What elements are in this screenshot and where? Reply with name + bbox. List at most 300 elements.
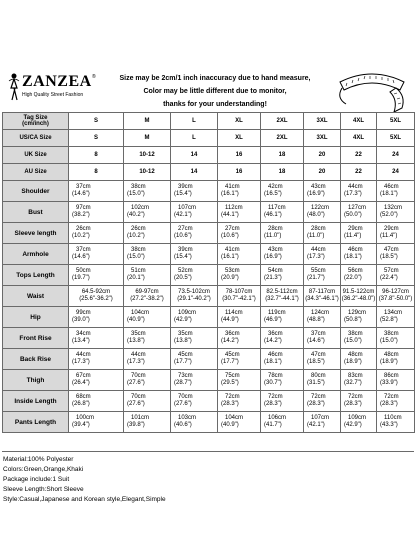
inch-value: (33.9"): [380, 380, 398, 386]
au-size-row: [3, 164, 415, 181]
measurement-cell: [69, 265, 124, 286]
colors-text: Colors:Green,Orange,Khaki: [3, 466, 84, 473]
measurement-cell: [124, 244, 171, 265]
tag-size-cell: 3XL: [304, 113, 341, 130]
measurement-cell: [341, 412, 377, 433]
cm-value: 106cm: [268, 415, 287, 421]
cm-value: 96-127cm: [382, 289, 409, 295]
measurement-label: Sleeve length: [3, 223, 69, 244]
uk-size-cell: 8: [69, 147, 124, 164]
measurement-cell: [261, 412, 304, 433]
measurement-cell: [218, 391, 261, 412]
cm-value: 35cm: [131, 331, 146, 337]
inch-value: (28.3"): [221, 401, 239, 407]
measurement-cell: [171, 307, 218, 328]
measurement-label: Thigh: [3, 370, 69, 391]
measurement-cell: [261, 223, 304, 244]
measurement-cell: [304, 412, 341, 433]
measurement-label: Inside Length: [3, 391, 69, 412]
measurement-label: Pants Length: [3, 412, 69, 433]
cm-value: 26cm: [131, 226, 146, 232]
inch-value: (42.9"): [174, 317, 192, 323]
size-chart-table: [2, 112, 415, 433]
measurement-cell: [341, 244, 377, 265]
inch-value: (52.0"): [380, 212, 398, 218]
cm-value: 53cm: [225, 268, 240, 274]
measurement-row: [3, 181, 415, 202]
measurement-cell: [69, 370, 124, 391]
measurement-cell: [124, 286, 171, 307]
cm-value: 73cm: [178, 373, 193, 379]
measurement-cell: [69, 391, 124, 412]
uk-size-cell: 14: [171, 147, 218, 164]
cm-value: 28cm: [268, 226, 283, 232]
measurement-cell: [124, 370, 171, 391]
measurement-cell: [124, 223, 171, 244]
inch-value: (42.1"): [174, 212, 192, 218]
inch-value: (17.7"): [174, 359, 192, 365]
us-size-cell: S: [69, 130, 124, 147]
cm-value: 127cm: [348, 205, 367, 211]
notice-line-2: Color may be little different due to monitor,: [143, 88, 287, 95]
cm-value: 26cm: [76, 226, 91, 232]
inch-value: (48.0"): [307, 212, 325, 218]
inch-value: (27.6"): [174, 401, 192, 407]
cm-value: 72cm: [348, 394, 363, 400]
inch-value: (34.3"-46.1"): [305, 296, 339, 302]
measurement-cell: [341, 265, 377, 286]
inch-value: (30.7"): [264, 380, 282, 386]
measurement-row: [3, 370, 415, 391]
cm-value: 114cm: [225, 310, 243, 316]
au-size-label: AU Size: [3, 164, 69, 181]
inch-value: (18.1"): [380, 191, 398, 197]
material-text: Material:100% Polyester: [3, 456, 74, 463]
measurement-label: Back Rise: [3, 349, 69, 370]
cm-value: 72cm: [225, 394, 240, 400]
cm-value: 80cm: [311, 373, 326, 379]
measurement-row: [3, 391, 415, 412]
inch-value: (27.6"): [127, 401, 145, 407]
inch-value: (27.6"): [127, 380, 145, 386]
tag-size-row: [3, 113, 415, 130]
cm-value: 46cm: [384, 184, 399, 190]
measurement-cell: [304, 349, 341, 370]
measurement-cell: [341, 349, 377, 370]
measurement-label: Bust: [3, 202, 69, 223]
cm-value: 78-107cm: [225, 289, 253, 295]
cm-value: 124cm: [311, 310, 330, 316]
inch-value: (44.9"): [221, 317, 239, 323]
cm-value: 36cm: [268, 331, 283, 337]
cm-value: 78cm: [268, 373, 283, 379]
measurement-cell: [304, 202, 341, 223]
cm-value: 87-117cm: [308, 289, 336, 295]
inch-value: (17.3"): [127, 359, 145, 365]
measurement-row: [3, 307, 415, 328]
measurement-row: [3, 328, 415, 349]
inch-value: (26.4"): [72, 380, 90, 386]
inch-value: (30.7"-42.1"): [222, 296, 256, 302]
cm-value: 72cm: [384, 394, 399, 400]
measurement-row: [3, 286, 415, 307]
inch-value: (28.7"): [174, 380, 192, 386]
cm-value: 27cm: [225, 226, 240, 232]
measurement-cell: [304, 181, 341, 202]
measurement-cell: [261, 349, 304, 370]
cm-value: 48cm: [348, 352, 363, 358]
measurement-cell: [124, 202, 171, 223]
measurement-cell: [377, 307, 415, 328]
inch-value: (10.2"): [72, 233, 90, 239]
cm-value: 29cm: [348, 226, 363, 232]
tag-size-cell: XL: [218, 113, 261, 130]
measurement-cell: [124, 391, 171, 412]
measurement-cell: [304, 223, 341, 244]
au-size-cell: 10-12: [124, 164, 171, 181]
tag-size-cell: 5XL: [377, 113, 415, 130]
us-size-row: [3, 130, 415, 147]
inch-value: (32.7"): [344, 380, 362, 386]
measurement-cell: [341, 328, 377, 349]
inch-value: (31.5"): [307, 380, 325, 386]
uk-size-label: UK Size: [3, 147, 69, 164]
tag-size-unit: (cm/inch): [22, 121, 49, 127]
measurement-cell: [341, 370, 377, 391]
cm-value: 104cm: [131, 310, 150, 316]
inch-value: (11.4"): [380, 233, 398, 239]
cm-value: 42cm: [268, 184, 283, 190]
measurement-cell: [171, 370, 218, 391]
us-size-cell: L: [171, 130, 218, 147]
inch-value: (15.0"): [380, 338, 398, 344]
measurement-cell: [171, 286, 218, 307]
inch-value: (20.5"): [174, 275, 192, 281]
inch-value: (14.2"): [221, 338, 239, 344]
cm-value: 52cm: [178, 268, 193, 274]
inch-value: (21.3"): [264, 275, 282, 281]
inch-value: (39.0"): [72, 317, 90, 323]
measurement-cell: [69, 412, 124, 433]
measurement-cell: [261, 202, 304, 223]
cm-value: 44cm: [311, 247, 326, 253]
measurement-cell: [69, 286, 124, 307]
uk-size-cell: 10-12: [124, 147, 171, 164]
inch-value: (26.8"): [72, 401, 90, 407]
cm-value: 44cm: [348, 184, 363, 190]
measurement-cell: [69, 349, 124, 370]
measurement-cell: [341, 181, 377, 202]
cm-value: 46cm: [348, 247, 363, 253]
inch-value: (16.9"): [264, 254, 282, 260]
inch-value: (29.1"-40.2"): [177, 296, 211, 302]
inch-value: (15.4"): [174, 191, 192, 197]
cm-value: 38cm: [348, 331, 363, 337]
uk-size-cell: 22: [341, 147, 377, 164]
inch-value: (52.8"): [380, 317, 398, 323]
inch-value: (40.2"): [127, 212, 145, 218]
cm-value: 109cm: [348, 415, 367, 421]
inch-value: (13.8"): [174, 338, 192, 344]
tag-size-cell: 2XL: [261, 113, 304, 130]
measurement-cell: [124, 181, 171, 202]
cm-value: 38cm: [131, 184, 146, 190]
cm-value: 72cm: [268, 394, 283, 400]
cm-value: 82.5-112cm: [266, 289, 298, 295]
inch-value: (40.9"): [221, 422, 239, 428]
measurement-cell: [261, 265, 304, 286]
cm-value: 73.5-102cm: [178, 289, 210, 295]
measurement-row: [3, 244, 415, 265]
cm-value: 64.5-92cm: [81, 289, 111, 295]
cm-value: 109cm: [178, 310, 197, 316]
sleeve-text: Sleeve Length:Short Sleeve: [3, 486, 84, 493]
inch-value: (39.4"): [72, 422, 90, 428]
inch-value: (28.3"): [380, 401, 398, 407]
us-size-label: US/CA Size: [3, 130, 69, 147]
tag-size-label: [3, 113, 69, 130]
inch-value: (42.1"): [307, 422, 325, 428]
inch-value: (17.3"): [344, 191, 362, 197]
inch-value: (42.9"): [344, 422, 362, 428]
cm-value: 37cm: [76, 247, 91, 253]
cm-value: 39cm: [178, 184, 193, 190]
inch-value: (11.4"): [344, 233, 362, 239]
cm-value: 43cm: [268, 247, 283, 253]
measurement-cell: [261, 307, 304, 328]
inch-value: (16.9"): [307, 191, 325, 197]
measurement-cell: [304, 391, 341, 412]
cm-value: 37cm: [311, 331, 326, 337]
cm-value: 51cm: [131, 268, 146, 274]
inch-value: (15.0"): [127, 191, 145, 197]
notice-line-1: Size may be 2cm/1 inch inaccuracy due to hand measure,: [119, 75, 311, 82]
cm-value: 69-97cm: [135, 289, 159, 295]
measurement-cell: [69, 181, 124, 202]
inch-value: (18.1"): [264, 359, 282, 365]
measurement-cell: [124, 349, 171, 370]
au-size-cell: 18: [261, 164, 304, 181]
measurement-cell: [171, 412, 218, 433]
measurement-label: Hip: [3, 307, 69, 328]
measurement-cell: [377, 328, 415, 349]
cm-value: 41cm: [225, 247, 240, 253]
inch-value: (16.1"): [221, 191, 239, 197]
cm-value: 97cm: [76, 205, 91, 211]
cm-value: 44cm: [131, 352, 146, 358]
measurement-row: [3, 223, 415, 244]
inch-value: (18.9"): [380, 359, 398, 365]
measurement-cell: [261, 391, 304, 412]
inch-value: (18.9"): [344, 359, 362, 365]
measurement-cell: [304, 328, 341, 349]
au-size-cell: 14: [171, 164, 218, 181]
measurement-cell: [69, 202, 124, 223]
au-size-cell: 22: [341, 164, 377, 181]
cm-value: 38cm: [131, 247, 146, 253]
measurement-cell: [218, 349, 261, 370]
product-details: [3, 455, 413, 505]
measurement-cell: [341, 307, 377, 328]
cm-value: 43cm: [311, 184, 326, 190]
measurement-cell: [171, 265, 218, 286]
measurement-cell: [377, 370, 415, 391]
measurement-cell: [218, 223, 261, 244]
measurement-cell: [69, 244, 124, 265]
measurement-cell: [261, 286, 304, 307]
cm-value: 41cm: [225, 184, 240, 190]
inch-value: (28.3"): [344, 401, 362, 407]
cm-value: 46cm: [268, 352, 283, 358]
cm-value: 72cm: [311, 394, 326, 400]
inch-value: (27.2"-38.2"): [130, 296, 164, 302]
measurement-cell: [341, 202, 377, 223]
measurement-cell: [261, 370, 304, 391]
measurement-cell: [171, 391, 218, 412]
us-size-cell: 4XL: [341, 130, 377, 147]
cm-value: 83cm: [348, 373, 363, 379]
us-size-cell: 5XL: [377, 130, 415, 147]
inch-value: (19.7"): [72, 275, 90, 281]
measurement-cell: [304, 307, 341, 328]
inch-value: (25.6"-36.2"): [79, 296, 113, 302]
tag-size-cell: L: [171, 113, 218, 130]
measurement-cell: [341, 286, 377, 307]
fashion-figure-icon: [6, 72, 22, 102]
measurement-cell: [341, 223, 377, 244]
cm-value: 104cm: [225, 415, 244, 421]
cm-value: 110cm: [384, 415, 402, 421]
measurement-cell: [304, 370, 341, 391]
cm-value: 112cm: [225, 205, 243, 211]
measurement-cell: [171, 202, 218, 223]
measurement-cell: [261, 244, 304, 265]
measurement-cell: [377, 412, 415, 433]
cm-value: 70cm: [131, 373, 146, 379]
cm-value: 36cm: [225, 331, 240, 337]
measurement-cell: [218, 286, 261, 307]
measurement-label: Shoulder: [3, 181, 69, 202]
cm-value: 70cm: [178, 394, 193, 400]
inch-value: (40.9"): [127, 317, 145, 323]
inch-value: (50.0"): [344, 212, 362, 218]
uk-size-cell: 24: [377, 147, 415, 164]
uk-size-cell: 18: [261, 147, 304, 164]
measurement-cell: [218, 328, 261, 349]
us-size-cell: 3XL: [304, 130, 341, 147]
measurement-row: [3, 265, 415, 286]
measurement-cell: [69, 307, 124, 328]
measurement-cell: [377, 265, 415, 286]
measurement-cell: [69, 328, 124, 349]
inch-value: (18.1"): [344, 254, 362, 260]
inch-value: (36.2"-48.0"): [341, 296, 376, 302]
brand-name: ZANZEA: [22, 73, 92, 90]
notice-line-3: thanks for your understanding!: [163, 101, 267, 108]
measurement-cell: [171, 223, 218, 244]
cm-value: 54cm: [268, 268, 283, 274]
measurement-cell: [341, 391, 377, 412]
cm-value: 107cm: [178, 205, 197, 211]
inch-value: (15.0"): [127, 254, 145, 260]
inch-value: (15.0"): [344, 338, 362, 344]
inch-value: (17.3"): [72, 359, 90, 365]
cm-value: 67cm: [76, 373, 91, 379]
inch-value: (20.9"): [221, 275, 239, 281]
measurement-cell: [171, 349, 218, 370]
cm-value: 102cm: [131, 205, 150, 211]
cm-value: 100cm: [76, 415, 95, 421]
measurement-cell: [218, 202, 261, 223]
registered-mark: ®: [92, 74, 96, 80]
measurement-cell: [304, 265, 341, 286]
cm-value: 44cm: [76, 352, 91, 358]
uk-size-cell: 16: [218, 147, 261, 164]
tag-size-text: Tag Size: [23, 114, 48, 121]
inch-value: (21.7"): [307, 275, 325, 281]
cm-value: 132cm: [384, 205, 403, 211]
inch-value: (29.5"): [221, 380, 239, 386]
measurement-cell: [304, 286, 341, 307]
inch-value: (28.3"): [264, 401, 282, 407]
au-size-cell: 20: [304, 164, 341, 181]
inch-value: (10.6"): [174, 233, 192, 239]
uk-size-row: [3, 147, 415, 164]
inch-value: (15.4"): [174, 254, 192, 260]
cm-value: 57cm: [384, 268, 399, 274]
brand-logo: [6, 72, 101, 106]
inch-value: (37.8"-50.0"): [378, 296, 413, 302]
inch-value: (39.8"): [127, 422, 145, 428]
package-text: Package include:1 Suit: [3, 476, 70, 483]
measurement-cell: [377, 286, 415, 307]
measurement-cell: [377, 349, 415, 370]
cm-value: 27cm: [178, 226, 193, 232]
us-size-cell: XL: [218, 130, 261, 147]
measurement-cell: [124, 265, 171, 286]
cm-value: 35cm: [178, 331, 193, 337]
inch-value: (20.1"): [127, 275, 145, 281]
measurement-label: Waist: [3, 286, 69, 307]
au-size-cell: 8: [69, 164, 124, 181]
inch-value: (14.6"): [72, 191, 90, 197]
brand-tagline: High Quality Street Fashion: [22, 92, 84, 98]
measurement-cell: [377, 223, 415, 244]
measurement-cell: [377, 181, 415, 202]
inch-value: (48.8"): [307, 317, 325, 323]
measurement-cell: [218, 265, 261, 286]
measurement-row: [3, 349, 415, 370]
inch-value: (46.1"): [264, 212, 282, 218]
cm-value: 29cm: [384, 226, 399, 232]
cm-value: 45cm: [178, 352, 193, 358]
inch-value: (10.2"): [127, 233, 145, 239]
measurement-cell: [124, 328, 171, 349]
inch-value: (13.4"): [72, 338, 90, 344]
cm-value: 55cm: [311, 268, 326, 274]
cm-value: 39cm: [178, 247, 193, 253]
measurement-label: Tops Length: [3, 265, 69, 286]
measurement-cell: [69, 223, 124, 244]
measurement-cell: [377, 244, 415, 265]
tag-size-cell: M: [124, 113, 171, 130]
inch-value: (22.0"): [344, 275, 362, 281]
us-size-cell: M: [124, 130, 171, 147]
cm-value: 86cm: [384, 373, 399, 379]
measurement-label: Front Rise: [3, 328, 69, 349]
measurement-cell: [218, 181, 261, 202]
inch-value: (18.5"): [307, 359, 325, 365]
